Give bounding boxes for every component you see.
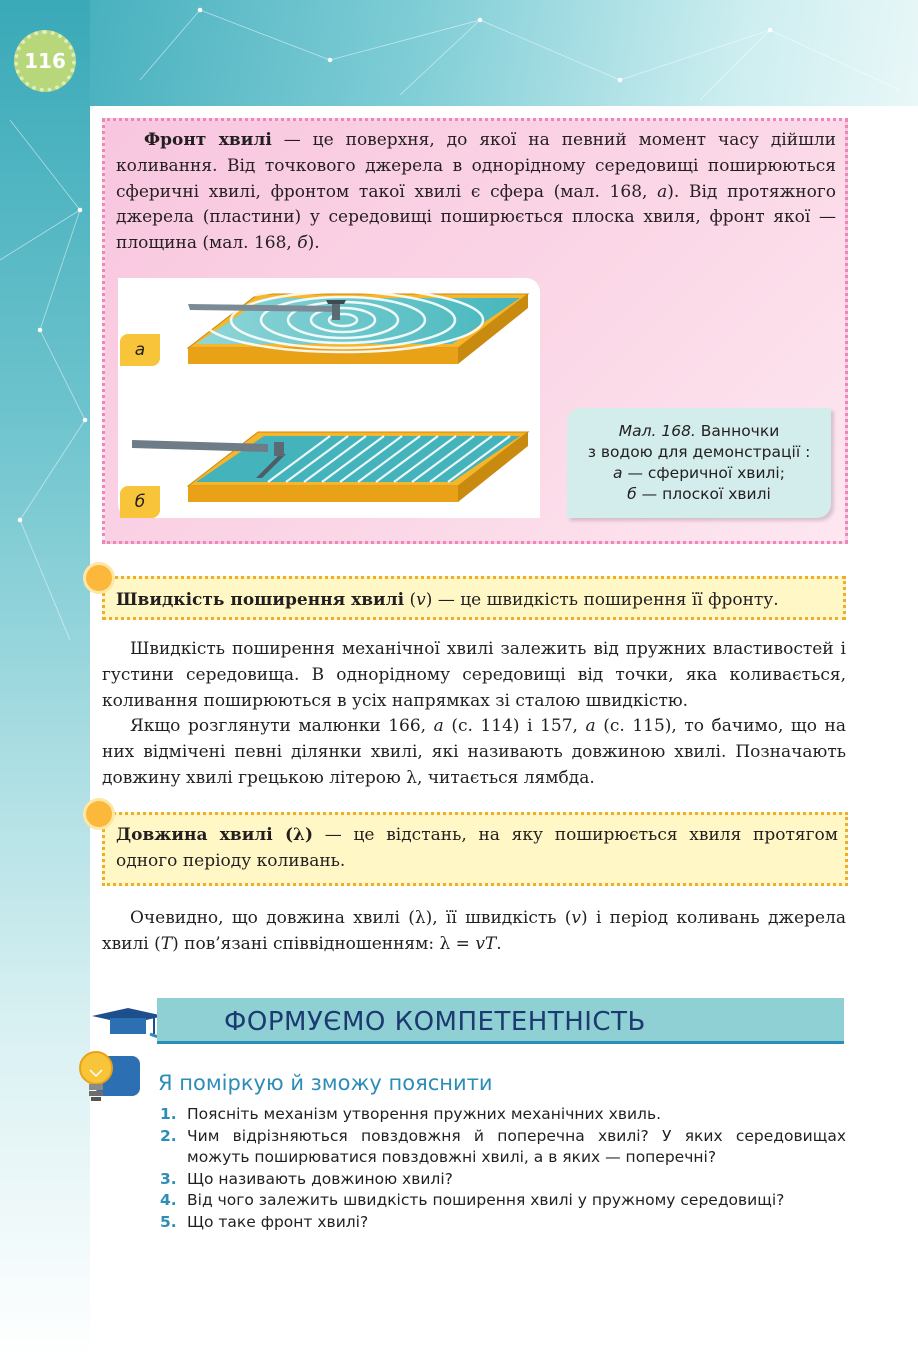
sun-icon <box>86 801 112 827</box>
question-number: 1. <box>160 1105 177 1123</box>
figure-caption: Мал. 168. Ванночки з водою для демонстрації : а — сферичної хвилі; б — плоскої хвилі <box>567 408 831 518</box>
question-number: 5. <box>160 1212 177 1231</box>
page-number-badge <box>14 30 76 92</box>
caption-label: Мал. 168. <box>618 422 696 440</box>
question-item <box>160 1190 846 1212</box>
paragraph-3: Очевидно, що довжина хвилі (λ), її швидкість (v) і період коливань джерела хвилі (T) пов’язані співвідношенням: λ = vT. <box>102 908 846 954</box>
question-list <box>160 1104 846 1233</box>
sun-icon <box>86 565 112 591</box>
plane-wave-tank <box>132 432 528 502</box>
figure-label-a: а <box>120 334 160 366</box>
term-speed: Швидкість поширення хвилі <box>116 590 405 610</box>
question-number: 4. <box>160 1191 177 1209</box>
question-text: Чим відрізняються повздовжня й поперечна хвилі? У яких середовищах можуть поширюватися повздовжні хвилі, а в яких — поперечні? <box>187 1126 846 1166</box>
question-text: Що таке фронт хвилі? <box>187 1212 369 1231</box>
paragraph-1: Швидкість поширення механічної хвилі залежить від пружних властивостей і густини середовища. В однорідному середовищі від точки, яка коливається, коливання поширюються в усіх напрямках зі сталою швидкістю. <box>102 639 846 711</box>
page-number: 116 <box>24 49 66 73</box>
question-item <box>160 1212 846 1234</box>
formula: vT <box>475 933 497 954</box>
definition-speed-text: Швидкість поширення хвилі (v) — це швидкість поширення її фронту. <box>116 590 779 610</box>
term-wavelength: Довжина хвилі <box>116 825 273 845</box>
question-item <box>160 1104 846 1126</box>
term-front: Фронт хвилі <box>144 130 272 150</box>
question-number: 3. <box>160 1169 177 1188</box>
question-text: Поясніть механізм утворення пружних механічних хвиль. <box>187 1105 662 1123</box>
paragraph-2: Якщо розглянути малюнки 166, а (с. 114) і 157, а (с. 115), то бачимо, що на них відмічені певні ділянки хвилі, які називають довжиною хвилі. Позначають довжину хвилі грецькою літерою λ, читається лямбда. <box>102 716 846 788</box>
question-item <box>160 1126 846 1169</box>
lightbulb-icon <box>76 1048 142 1108</box>
section-title: ФОРМУЄМО КОМПЕТЕНТНІСТЬ <box>224 1007 646 1037</box>
definition-front-text: Фронт хвилі — це поверхня, до якої на певний момент часу дійшли коливання. Від точкового джерела в однорідному середовищі поширюються сферичні хвилі, фронтом такої хвилі є сфера (мал. 168, а). Від протяжного джерела (пластини) у середовищі поширюється плоска хвиля, фронт якої — площина (мал. 168, б). <box>116 130 837 254</box>
figure-panel <box>118 278 540 518</box>
definition-wavelength-text: Довжина хвилі (λ) — це відстань, на яку поширюється хвиля протягом одного періоду коливань. <box>116 825 838 871</box>
question-text: Від чого залежить швидкість поширення хвилі у пружному середовищі? <box>187 1191 785 1209</box>
question-item <box>160 1169 846 1191</box>
question-text: Що називають довжиною хвилі? <box>187 1169 453 1188</box>
question-number: 2. <box>160 1126 177 1145</box>
ripple-tank-illustration <box>118 278 540 518</box>
figure-label-b: б <box>120 486 160 518</box>
section-subtitle: Я поміркую й зможу пояснити <box>158 1071 493 1095</box>
spherical-wave-tank <box>188 288 528 364</box>
